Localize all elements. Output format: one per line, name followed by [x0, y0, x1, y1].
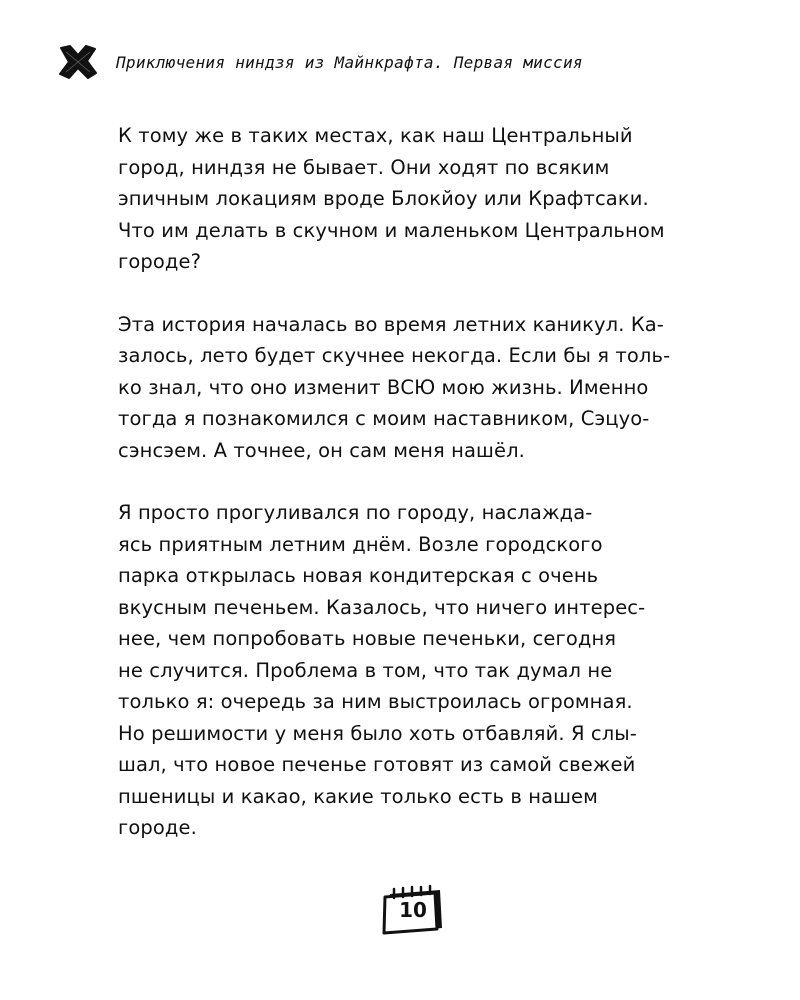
- text-line: тогда я познакомился с моим наставником, Сэцуо-: [118, 407, 650, 430]
- text-line: городе?: [118, 250, 202, 273]
- text-line: Эта история началась во время летних каникул. Ка-: [118, 312, 664, 336]
- text-line: ясь приятным летним днём. Возле городского: [118, 532, 603, 556]
- cross-mark-icon: [58, 44, 98, 80]
- paragraph-1: [118, 120, 718, 278]
- paragraph-2: [118, 309, 718, 467]
- text-line: К тому же в таких местах, как наш Центральный: [118, 124, 633, 147]
- page-number: 10: [399, 898, 427, 922]
- text-line: вкусным печеньем. Казалось, что ничего интерес-: [118, 595, 646, 619]
- text-line: Я просто прогуливался по городу, наслажда-: [118, 501, 593, 524]
- text-line: городе.: [118, 816, 197, 839]
- text-line: ко знал, что оно изменит ВСЮ мою жизнь. Именно: [118, 375, 649, 399]
- text-line: шал, что новое печенье готовят из самой свежей: [118, 753, 636, 776]
- text-line: Что им делать в скучном и маленьком Центральном: [118, 218, 665, 242]
- text-line: только я: очередь за ним выстроилась огромная.: [118, 690, 633, 713]
- text-line: нее, чем попробовать новые печеньки, сегодня: [118, 627, 617, 650]
- text-line: город, ниндзя не бывает. Они ходят по всяким: [118, 155, 610, 179]
- text-line: эпичным локациям вроде Блокйоу или Крафтсаки.: [118, 187, 649, 210]
- text-line: сэнсэем. А точнее, он сам меня нашёл.: [118, 438, 525, 462]
- running-header: [58, 44, 583, 80]
- body-text: [118, 120, 718, 875]
- text-line: парка открылась новая кондитерская с очень: [118, 564, 599, 587]
- book-title: Приключения ниндзя из Майнкрафта. Первая миссия: [116, 52, 583, 72]
- text-line: пшеницы и какао, какие только есть в нашем: [118, 784, 598, 808]
- text-line: Но решимости у меня было хоть отбавляй. Я слы-: [118, 721, 637, 745]
- paragraph-3: [118, 497, 718, 844]
- text-line: не случится. Проблема в том, что так думал не: [118, 658, 613, 682]
- page-number-badge: [380, 884, 446, 936]
- text-line: залось, лето будет скучнее некогда. Если бы я толь-: [118, 344, 671, 367]
